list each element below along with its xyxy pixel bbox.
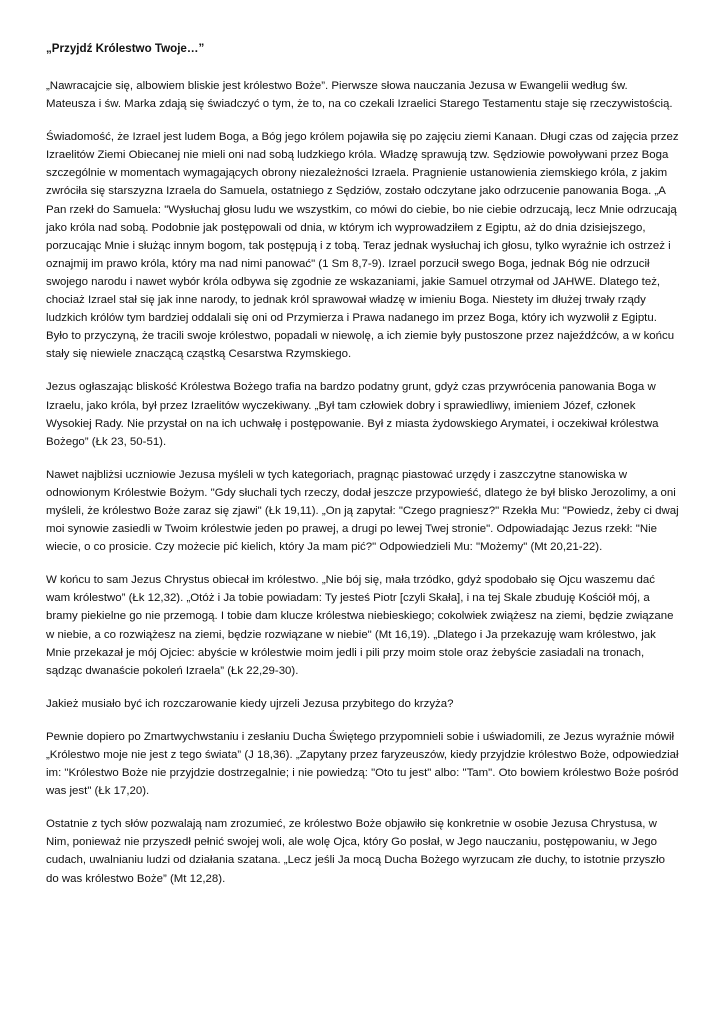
paragraph-conclusion: Ostatnie z tych słów pozwalają nam zrozumieć, ze królestwo Boże objawiło się konkretnie w osobie Jezusa Chrystusa, w Nim, ponieważ nie przyszedł pełnić swojej woli, ale wolę Ojca, który Go posłał, w Jego nauczaniu, postępowaniu, w Jego cudach, uwalnianiu ludzi od działania szatana. „Lecz jeśli Ja mocą Ducha Bożego wyrzucam złe duchy, to istotnie przyszło do was królestwo Boże” (Mt 12,28). <box>46 818 665 885</box>
paragraph-disappointment: Jakież musiało być ich rozczarowanie kiedy ujrzeli Jezusa przybitego do krzyża? <box>46 697 454 710</box>
paragraph-resurrection: Pewnie dopiero po Zmartwychwstaniu i zesłaniu Ducha Świętego przypomnieli sobie i uświadomili, ze Jezus wyraźnie mówił „Królestwo moje nie jest z tego świata” (J 18,36). „Zapytany przez faryzeuszów, kiedy przyjdzie królestwo Boże, odpowiedział im: "Królestwo Boże nie przyjdzie dostrzegalnie; i nie powiedzą: "Oto tu jest" albo: "Tam". Oto bowiem królestwo Boże pośród was jest" (Łk 17,20). <box>46 730 679 798</box>
paragraph-disciples: Nawet najbliżsi uczniowie Jezusa myśleli w tych kategoriach, pragnąc piastować urzędy i zaszczytne stanowiska w odnowionym Królestwie Bożym. "Gdy słuchali tych rzeczy, dodał jeszcze przypowieść, dlatego że był blisko Jerozolimy, a oni myśleli, że królestwo Boże zaraz się zjawi" (Łk 19,11). „On ją zapytał: "Czego pragniesz?" Rzekła Mu: "Powiedz, żeby ci dwaj moi synowie zasiedli w Twoim królestwie jeden po prawej, a drugi po lewej Twej stronie". Odpowiadając Jezus rzekł: "Nie wiecie, o co prosicie. Czy możecie pić kielich, który Ja mam pić?" Odpowiedzieli Mu: "Możemy" (Mt 20,21-22). <box>46 468 679 554</box>
paragraph-promise: W końcu to sam Jezus Chrystus obiecał im królestwo. „Nie bój się, mała trzódko, gdyż spodobało się Ojcu waszemu dać wam królestwo” (Łk 12,32). „Otóż i Ja tobie powiadam: Ty jesteś Piotr [czyli Skała], i na tej Skale zbuduję Kościół mój, a bramy piekielne go nie przemogą. I tobie dam klucze królestwa niebieskiego; cokolwiek zwiążesz na ziemi, będzie związane w niebie, a co rozwiążesz na ziemi, będzie rozwiązane w niebie" (Mt 16,19). „Dlatego i Ja przekazuję wam królestwo, jak Mnie przekazał je mój Ojciec: abyście w królestwie moim jedli i pili przy moim stole oraz żebyście zasiadali na tronach, sądząc dwanaście pokoleń Izraela” (Łk 22,29-30). <box>46 574 674 677</box>
document-title: „Przyjdź Królestwo Twoje…” <box>46 42 205 55</box>
paragraph-israel-history: Świadomość, że Izrael jest ludem Boga, a Bóg jego królem pojawiła się po zajęciu ziemi Kanaan. Długi czas od zajęcia przez Izraelitów Ziemi Obiecanej nie mieli oni nad sobą ludzkiego króla. Władzę sprawują tzw. Sędziowie powoływani przez Boga szczególnie w momentach wymagających obrony niezależności Izraela. Pragnienie ustanowienia ziemskiego króla, z jakim zwróciła się starszyzna Izraela do Samuela, ostatniego z Sędziów, zostało odczytane jako odrzucenie panowania Boga. „A Pan rzekł do Samuela: "Wysłuchaj głosu ludu we wszystkim, co mówi do ciebie, bo nie ciebie odrzucają, lecz Mnie odrzucają jako króla nad sobą. Podobnie jak postępowali od dnia, w którym ich wyprowadziłem z Egiptu, aż do dnia dzisiejszego, porzucając Mnie i służąc innym bogom, tak postępują i z tobą. Teraz jednak wysłuchaj ich głosu, tylko wyraźnie ich ostrzeż i oznajmij im prawo króla, który ma nad nimi panować" (1 Sm 8,7-9). Izrael porzucił swego Boga, jednak Bóg nie odrzucił swojego narodu i nawet wybór króla odbywa się zgodnie ze wskazaniami, jakie Samuel otrzymał od JAHWE. Dlatego też, chociaż Izrael stał się jak inne narody, to jednak król sprawował władzę w imieniu Boga. Niestety im dłużej trwały rządy ludzkich królów tym bardziej oddalali się oni od Przymierza i Prawa nadanego im przez Boga, który ich wyzwolił z Egiptu. Było to przyczyną, że tracili swoje królestwo, popadali w niewolę, a ich ziemie były pustoszone przez najeźdźców, a w końcu stały się niewiele znaczącą cząstką Cesarstwa Rzymskiego. <box>46 131 679 361</box>
paragraph-intro: „Nawracajcie się, albowiem bliskie jest królestwo Boże”. Pierwsze słowa nauczania Jezusa w Ewangelii według św. Mateusza i św. Marka zdają się świadczyć o tym, że to, na co czekali Izraelici Starego Testamentu staje się rzeczywistością. <box>46 80 673 111</box>
paragraph-jesus-announcement: Jezus ogłaszając bliskość Królestwa Bożego trafia na bardzo podatny grunt, gdyż czas przywrócenia panowania Boga w Izraelu, jako króla, był przez Izraelitów wyczekiwany. „Był tam człowiek dobry i sprawiedliwy, imieniem Józef, członek Wysokiej Rady. Nie przystał on na ich uchwałę i postępowanie. Był z miasta żydowskiego Arymatei, i oczekiwał królestwa Bożego” (Łk 23, 50-51). <box>46 381 659 448</box>
